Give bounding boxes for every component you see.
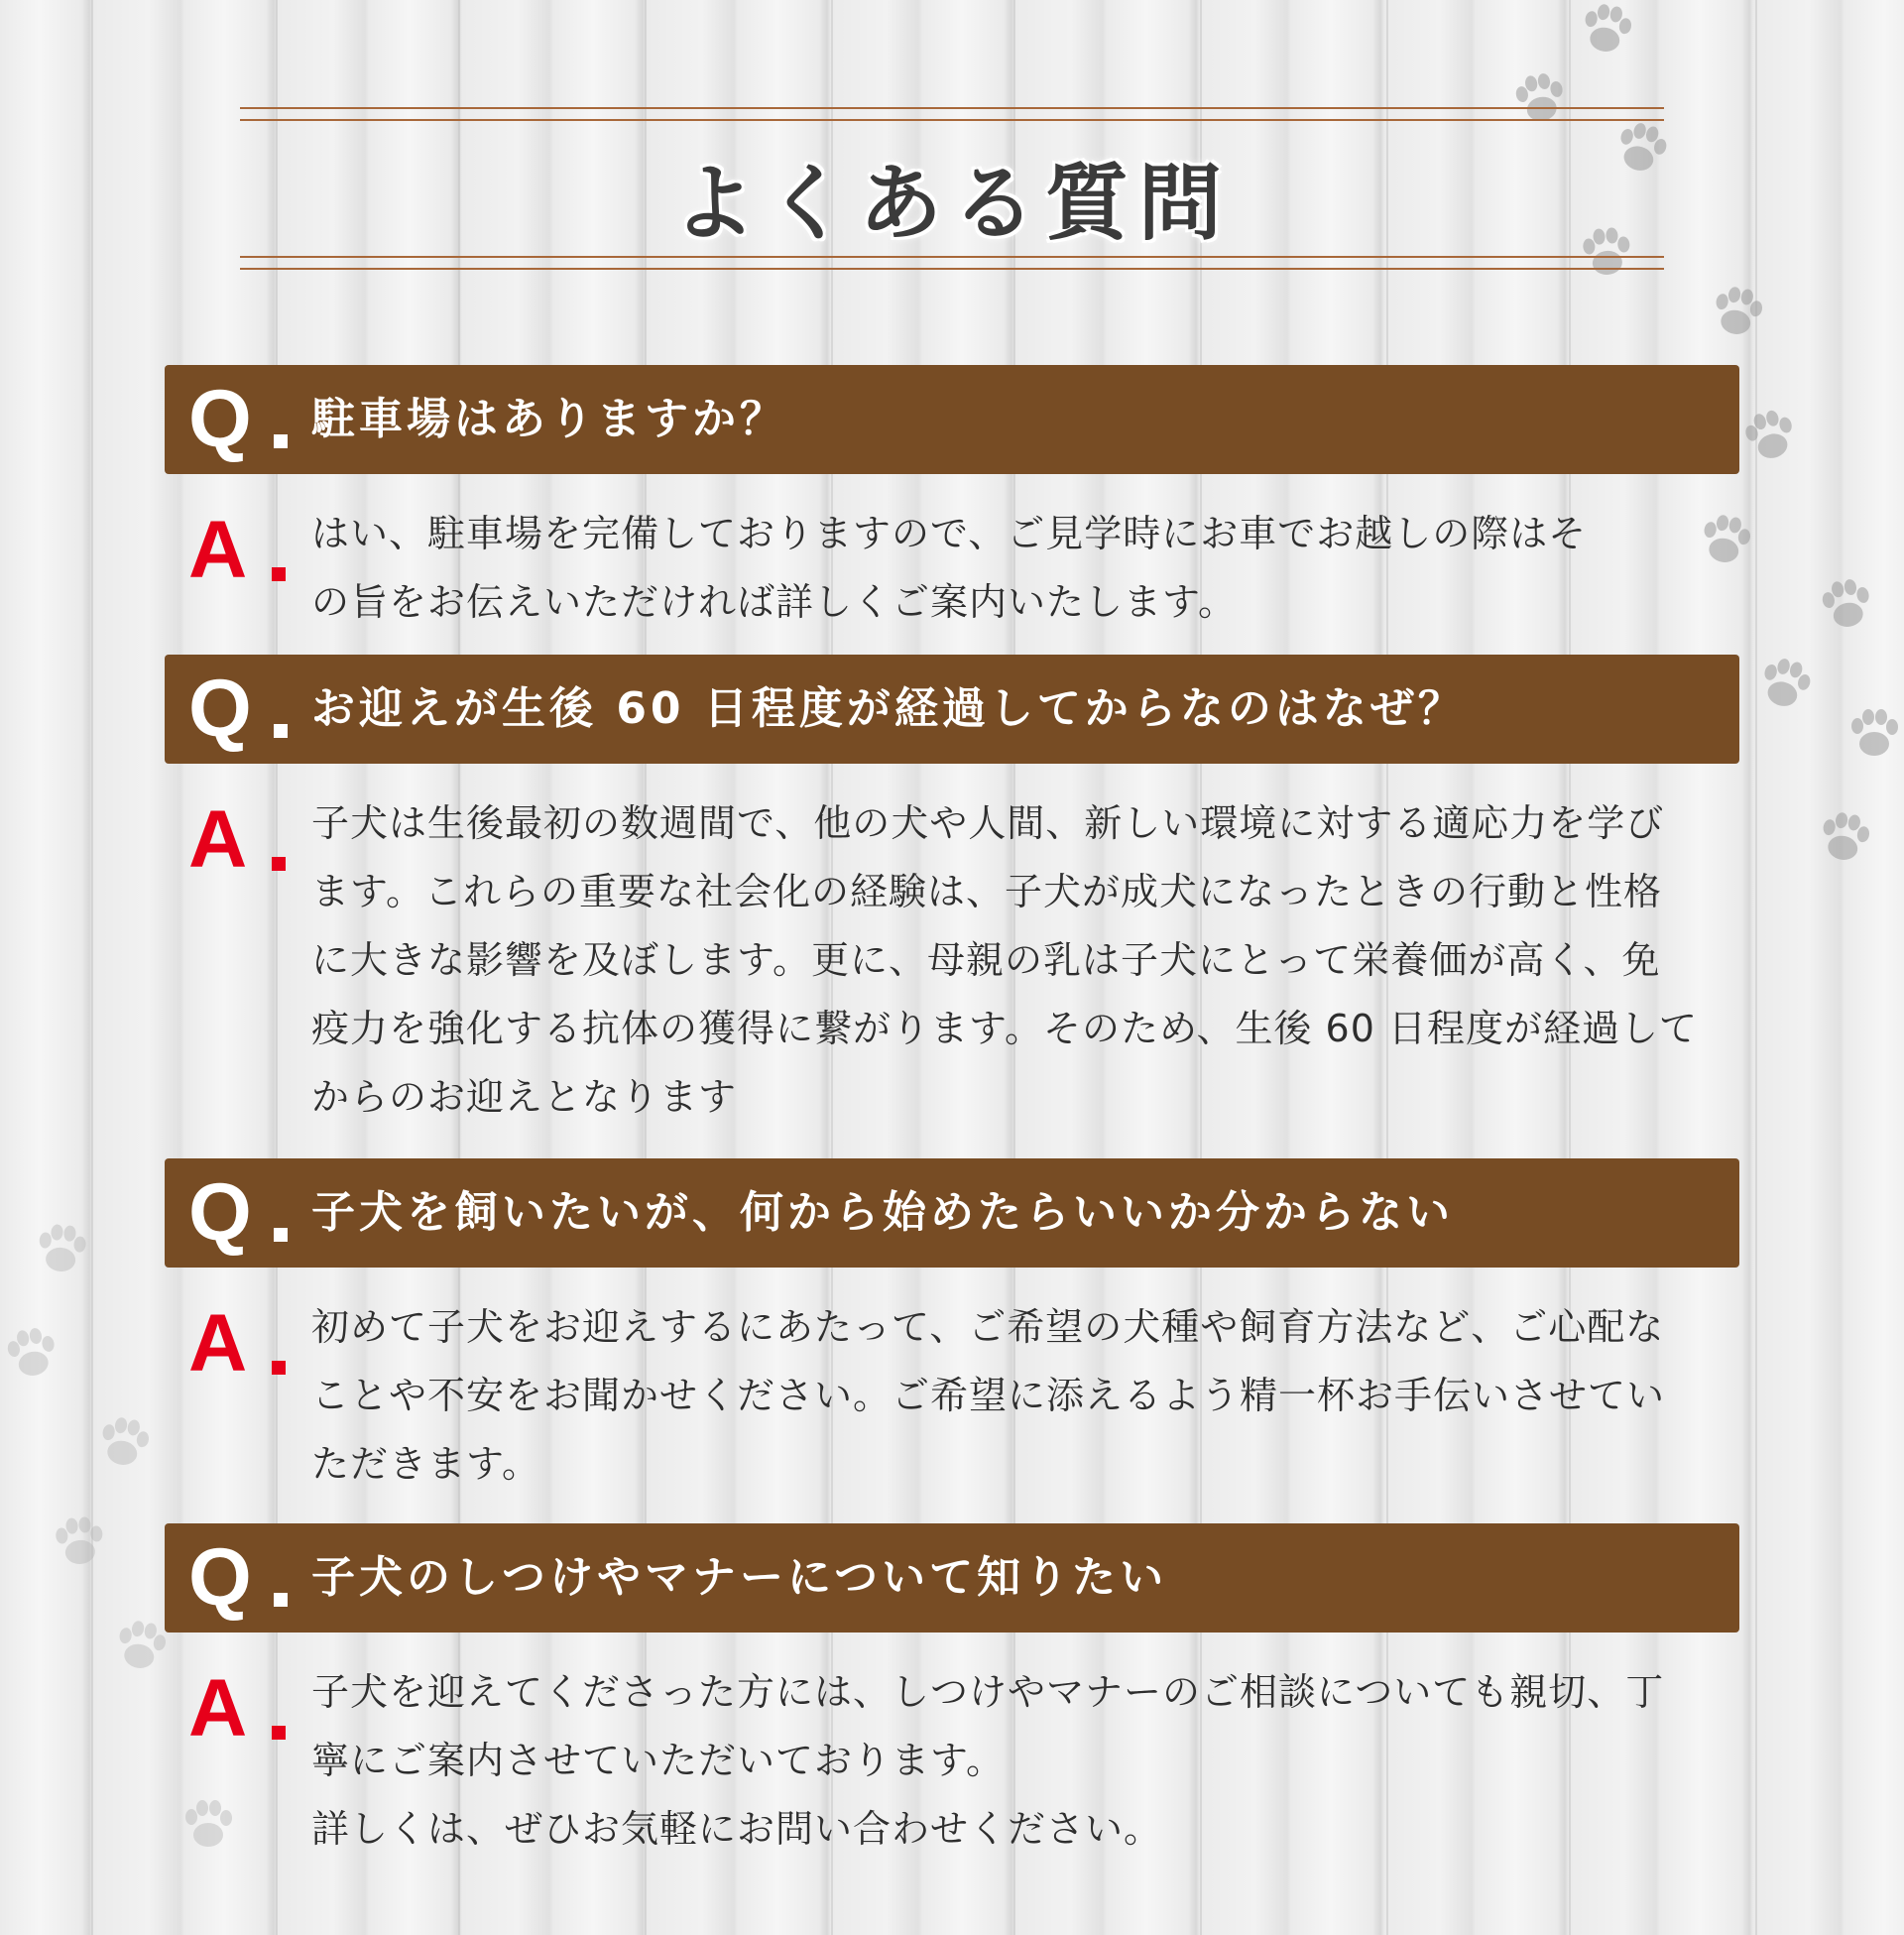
answer-mark-letter: A	[188, 1663, 248, 1754]
paw-print-icon	[1820, 576, 1873, 630]
question-mark-letter: Q	[188, 664, 252, 754]
paw-print-icon	[37, 1223, 87, 1273]
question-mark-dot	[274, 434, 288, 448]
paw-print-icon	[1581, 1, 1634, 55]
answer-text: 初めて子犬をお迎えするにあたって、ご希望の犬種や飼育方法など、ご心配な ことや不安をお聞かせください。ご希望に添えるよう精一杯お手伝いさせてい ただきます。	[311, 1305, 1666, 1486]
answer-mark-dot	[272, 567, 286, 581]
title-section	[240, 103, 1664, 272]
answer-mark-dot	[272, 1726, 286, 1740]
wood-seam	[91, 0, 93, 1935]
question-bar	[165, 1523, 1739, 1633]
question-text: 子犬のしつけやマナーについて知りたい	[311, 1552, 1168, 1603]
answer-mark-dot	[272, 1361, 286, 1375]
wood-seam	[276, 0, 278, 1935]
question-bar	[165, 365, 1739, 474]
question-bar	[165, 1158, 1739, 1268]
question-mark-letter: Q	[188, 1532, 252, 1623]
question-mark-dot	[274, 1228, 288, 1242]
question-mark-dot	[274, 1593, 288, 1607]
paw-print-icon	[185, 1800, 232, 1847]
wood-seam	[1755, 0, 1757, 1935]
question-mark-letter: Q	[188, 1167, 252, 1258]
paw-print-icon	[55, 1515, 105, 1566]
question-text: お迎えが生後 60 日程度が経過してからなのはなぜ？	[311, 683, 1466, 734]
answer-text: はい、駐車場を完備しておりますので、ご見学時にお車でお越しの際はそ の旨をお伝えいただければ詳しくご案内いたします。	[311, 512, 1588, 624]
title-top-rule	[240, 107, 1664, 109]
question-mark-dot	[274, 724, 288, 738]
answer-text: 子犬を迎えてくださった方には、しつけやマナーのご相談についても親切、丁 寧にご案内させていただいております。 詳しくは、ぜひお気軽にお問い合わせください。	[311, 1670, 1665, 1851]
title-top-rule	[240, 119, 1664, 121]
question-bar	[165, 655, 1739, 764]
question-text: 子犬を飼いたいが、何から始めたらいいか分からない	[311, 1187, 1454, 1238]
answer-mark-dot	[272, 857, 286, 871]
paw-print-icon	[1851, 709, 1898, 756]
title-bottom-rule	[240, 268, 1664, 270]
answer-mark-letter: A	[188, 794, 248, 885]
paw-print-icon	[98, 1414, 152, 1468]
answer-text: 子犬は生後最初の数週間で、他の犬や人間、新しい環境に対する適応力を学び ます。これらの重要な社会化の経験は、子犬が成犬になったときの行動と性格 に大きな影響を及ぼします。更に、母親の乳は子犬にとって栄養価が高く、免 疫力を強化する抗体の獲得に繋がります。そのため、生後 60 日程度が経過して からのお迎えとなります	[311, 801, 1698, 1119]
question-mark-letter: Q	[188, 374, 252, 464]
paw-print-icon	[1741, 407, 1799, 464]
question-text: 駐車場はありますか？	[311, 394, 787, 444]
answer-mark-letter: A	[188, 505, 248, 595]
paw-print-icon	[115, 1618, 169, 1671]
paw-print-icon	[1757, 655, 1815, 712]
title-bottom-rule	[240, 256, 1664, 258]
page-title: よくある質問	[671, 155, 1232, 252]
answer-mark-letter: A	[188, 1298, 248, 1389]
paw-print-icon	[5, 1325, 59, 1379]
paw-print-icon	[1819, 809, 1872, 863]
